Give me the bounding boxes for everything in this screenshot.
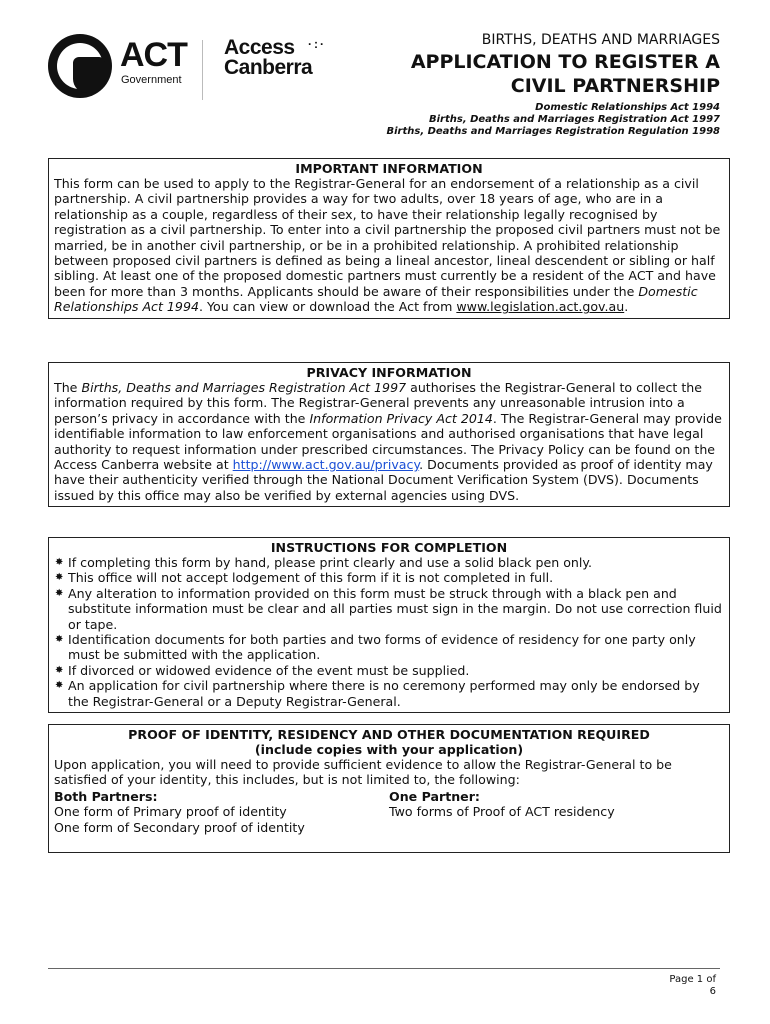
instruction-item: ✸ If completing this form by hand, please print clearly and use a solid black pen only. (68, 555, 724, 570)
canberra-dots-icon: ·:· (308, 37, 326, 51)
one-partner-title: One Partner: (389, 788, 480, 804)
department-name: BIRTHS, DEATHS AND MARRIAGES (481, 32, 720, 48)
both-partners-item: One form of Secondary proof of identity (54, 819, 305, 835)
canberra-logo-line2: Canberra (224, 56, 313, 79)
important-information-box (48, 158, 730, 319)
form-title-line1: APPLICATION TO REGISTER A (410, 51, 720, 73)
page-header (48, 30, 720, 140)
proof-documentation-box (48, 724, 730, 853)
logo-divider (202, 40, 203, 100)
legislation-link[interactable]: www.legislation.act.gov.au (456, 299, 625, 315)
proof-columns (54, 789, 724, 835)
privacy-text: The Births, Deaths and Marriages Registration Act 1997 authorises the Registrar-General to collect the information required by this form. The Registrar-General prevents any unreasonable intrusion into a person’s privacy in accordance with the Information Privacy Act 2014. The Registrar-General may provide identifiable information to law enforcement organisations and authorised organisations that have legal authority to request information under prescribed circumstances. The Privacy Policy can be found on the Access Canberra website at http://www.act.gov.au/privacy. Documents provided as proof of identity may have their authenticity verified through the National Document Verification System (DVS). Documents issued by this office may also be verified by external agencies using DVS. (54, 380, 722, 503)
instruction-item: ✸ Identification documents for both parties and two forms of evidence of residency for one party only must be submitted with the application. (68, 632, 724, 663)
legislation-list (340, 102, 720, 138)
canberra-logo-line1: Access (224, 36, 295, 59)
act-logo-word: ACT (120, 36, 187, 74)
instruction-item: ✸ This office will not accept lodgement of this form if it is not completed in full. (68, 570, 724, 585)
important-heading: IMPORTANT INFORMATION (295, 161, 483, 176)
act-crest-icon (48, 34, 112, 98)
act-reference: Domestic Relationships Act 1994 (54, 283, 698, 315)
proof-intro: Upon application, you will need to provide sufficient evidence to allow the Registrar-General to be satisfied of your identity, this includes, but is not limited to, the following: (54, 757, 672, 788)
title-block (340, 30, 720, 138)
instructions-list (54, 555, 724, 709)
proof-heading: PROOF OF IDENTITY, RESIDENCY AND OTHER DOCUMENTATION REQUIRED (128, 727, 650, 742)
footer-divider (48, 968, 720, 969)
instruction-item: ✸ If divorced or widowed evidence of the event must be supplied. (68, 663, 724, 678)
both-partners-item: One form of Primary proof of identity (54, 804, 287, 820)
legislation-item: Domestic Relationships Act 1994 (535, 102, 720, 113)
legislation-item: Births, Deaths and Marriages Registration Act 1997 (428, 114, 720, 125)
instruction-item: ✸ Any alteration to information provided on this form must be struck through with a black pen and substitute information must be clear and all parties must sign in the margin. Do not use correction fluid or tape. (68, 586, 724, 632)
important-text: This form can be used to apply to the Registrar-General for an endorsement of a relationship as a civil partnership. A civil partnership provides a way for two adults, over 18 years of age, who are in a relationship as a couple, regardless of their sex, to have their relationship legally recognised by registration as a civil partnership. To enter into a civil partnership the proposed civil partners must not be married, be in another civil partnership, or be in a prohibited relationship. A prohibited relationship between proposed civil partners is defined as being a lineal ancestor, lineal descendent or sibling or half sibling. At least one of the proposed domestic partners must currently be a resident of the ACT and have been for more than 3 months. Applicants should be aware of their responsibilities under the Domestic Relationships Act 1994. You can view or download the Act from www.legislation.act.gov.au. (54, 176, 721, 315)
privacy-link[interactable]: http://www.act.gov.au/privacy (232, 457, 420, 473)
instructions-heading: INSTRUCTIONS FOR COMPLETION (270, 540, 508, 555)
both-partners-title: Both Partners: (54, 788, 158, 804)
instruction-item: ✸ An application for civil partnership where there is no ceremony performed may only be endorsed by the Registrar-General or a Deputy Registrar-General. (68, 678, 724, 709)
act-government-logo (48, 34, 208, 98)
instructions-box (48, 537, 730, 713)
privacy-heading: PRIVACY INFORMATION (306, 365, 472, 380)
both-partners-column (54, 789, 389, 835)
privacy-information-box (48, 362, 730, 507)
page-number: Page 1 of 6 (669, 974, 716, 997)
proof-subheading: (include copies with your application) (254, 742, 524, 757)
access-canberra-logo (224, 38, 344, 98)
one-partner-item: Two forms of Proof of ACT residency (389, 804, 615, 820)
act-logo-subtitle: Government (121, 74, 182, 86)
form-title-line2: CIVIL PARTNERSHIP (510, 75, 720, 97)
one-partner-column (389, 789, 724, 835)
legislation-item: Births, Deaths and Marriages Registration Regulation 1998 (386, 126, 720, 137)
